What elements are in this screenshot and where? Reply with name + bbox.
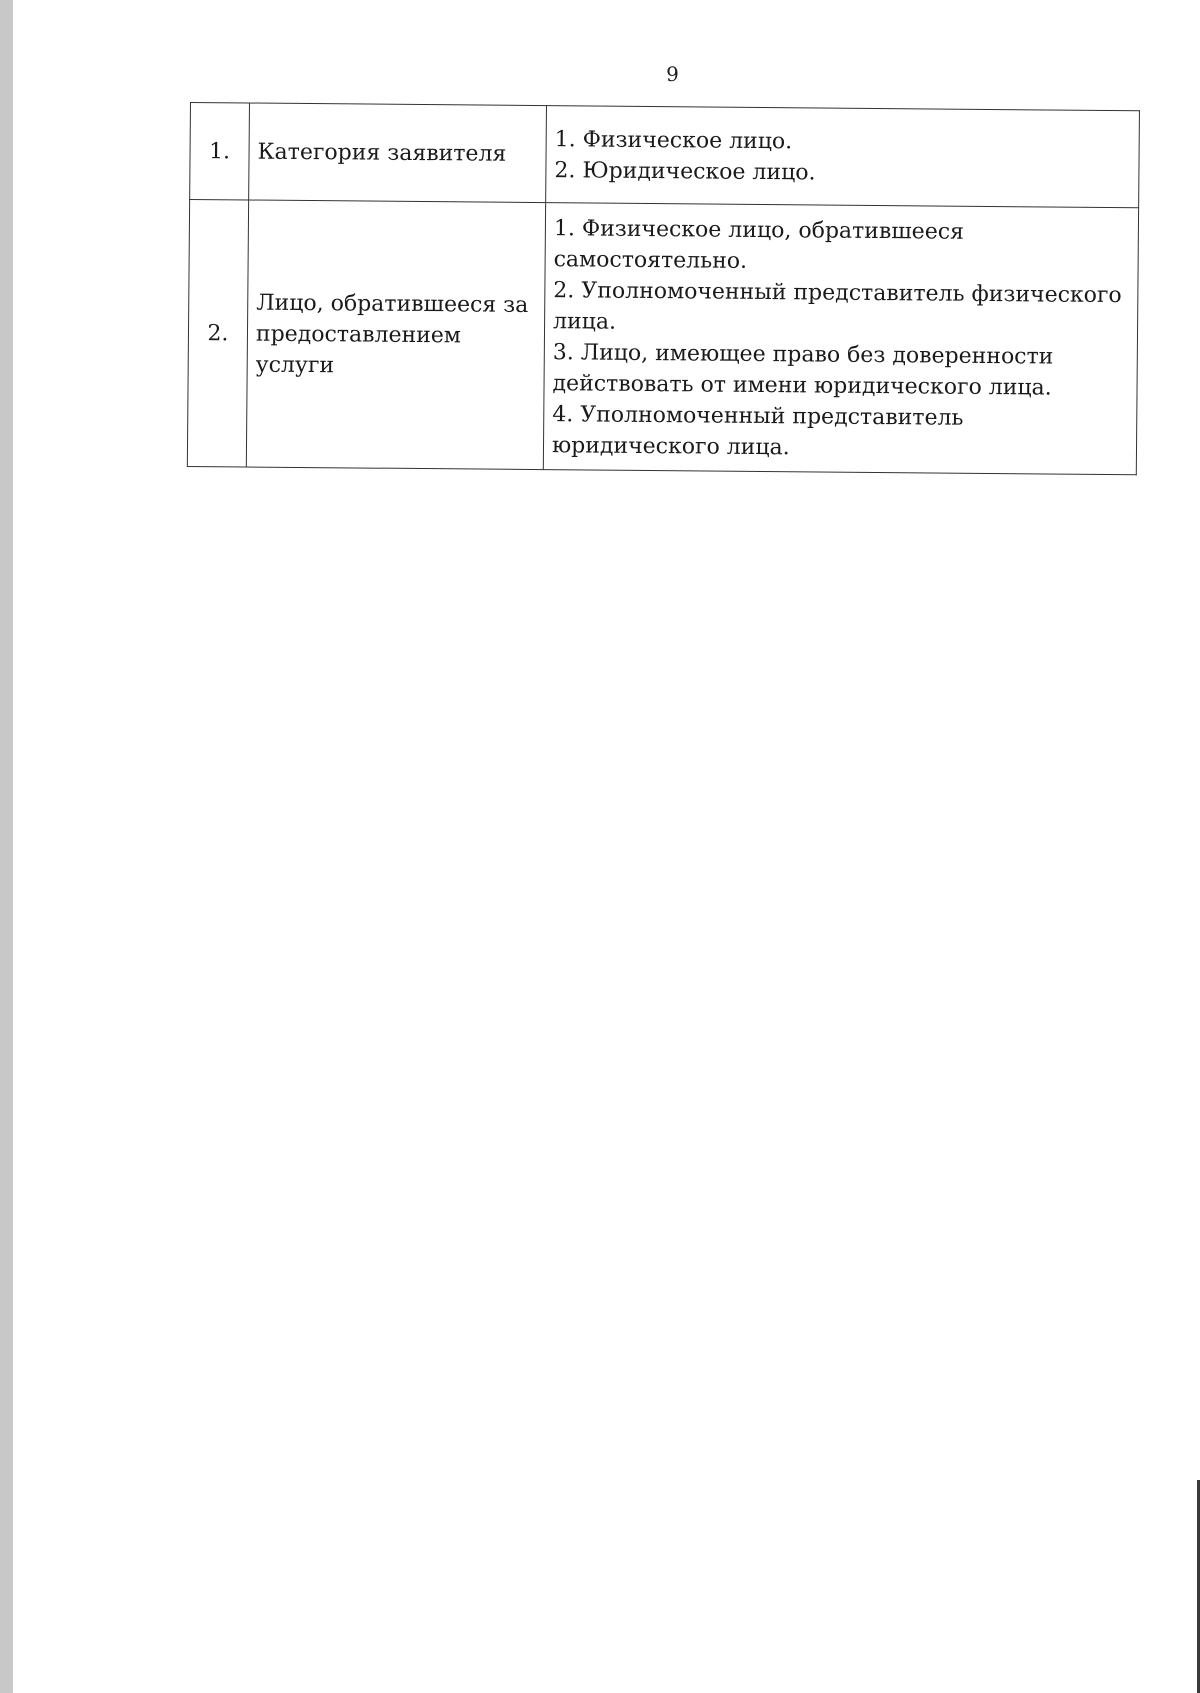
value-item: 1. Физическое лицо, обратившееся самостоятельно. [553, 216, 965, 274]
table-row [187, 200, 1138, 475]
value-item: 3. Лицо, имеющее право без доверенности действовать от имени юридического лица. [552, 340, 1054, 401]
row-number: 1. [190, 103, 250, 201]
value-item: 2. Юридическое лицо. [554, 158, 816, 186]
row-title: Категория заявителя [249, 103, 547, 203]
applicant-table [187, 102, 1140, 475]
page-number: 9 [666, 62, 679, 86]
row-number: 2. [187, 200, 248, 468]
row-values [543, 203, 1138, 475]
table-row [190, 103, 1140, 208]
value-item: 4. Уполномоченный представитель юридического лица. [551, 402, 964, 461]
value-item: 2. Уполномоченный представитель физического лица. [552, 278, 1122, 335]
value-item: 1. Физическое лицо. [554, 127, 793, 155]
row-title: Лицо, обратившееся за предоставлением услуги [246, 200, 545, 470]
scan-left-edge [0, 0, 13, 1693]
row-values [546, 106, 1140, 208]
